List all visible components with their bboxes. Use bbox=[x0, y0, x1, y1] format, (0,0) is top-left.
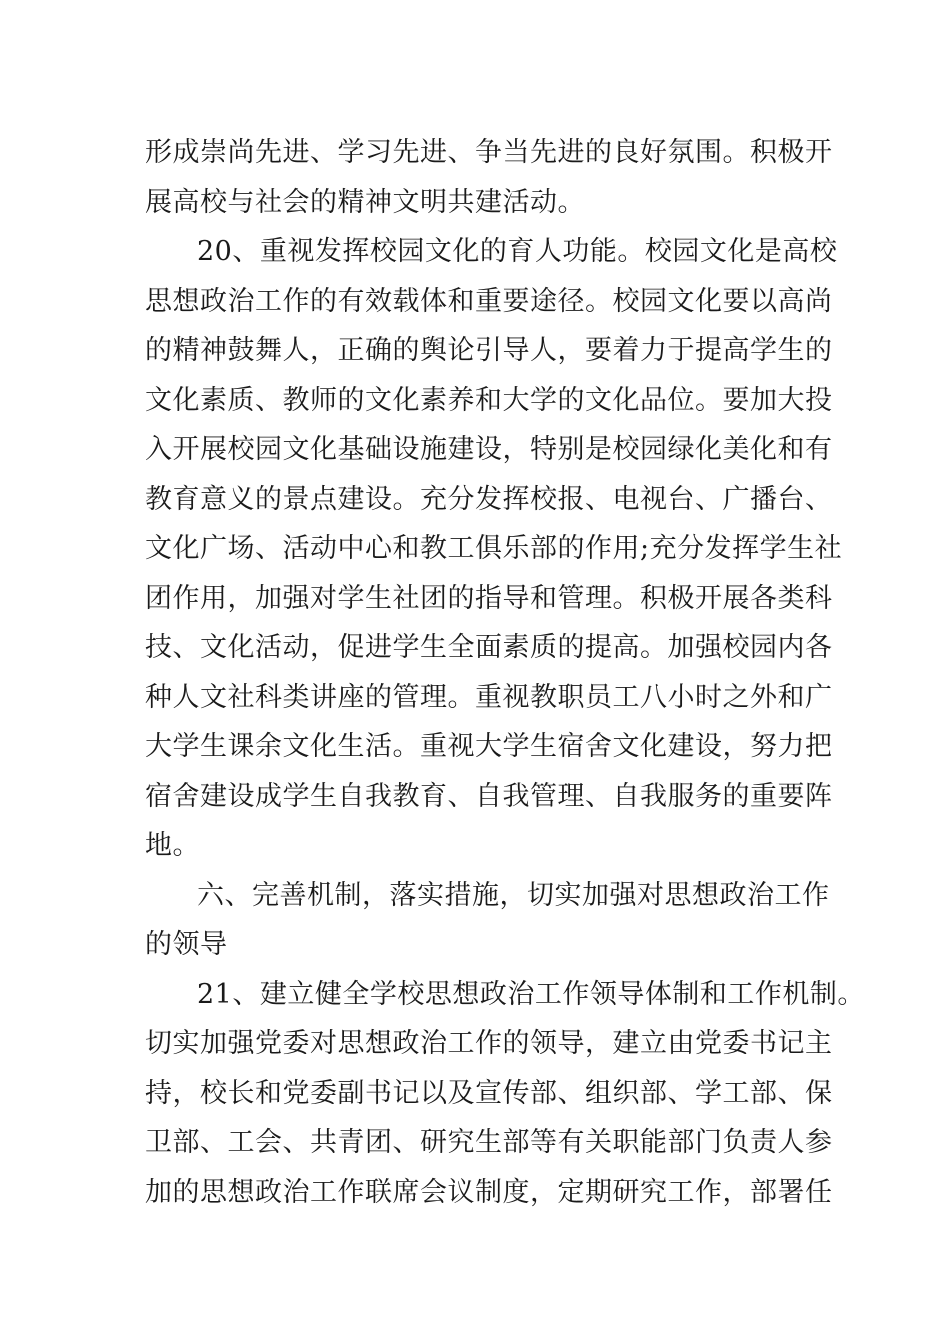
text-line: 文化广场、活动中心和教工俱乐部的作用;充分发挥学生社 bbox=[145, 533, 843, 564]
text-line: 形成崇尚先进、学习先进、争当先进的良好氛围。积极开 bbox=[145, 137, 833, 168]
text-line: 卫部、工会、共青团、研究生部等有关职能部门负责人参 bbox=[145, 1127, 833, 1158]
text-line: 种人文社科类讲座的管理。重视教职员工八小时之外和广 bbox=[145, 682, 833, 713]
text-line: 宿舍建设成学生自我教育、自我管理、自我服务的重要阵 bbox=[145, 781, 833, 812]
text-line: 地。 bbox=[145, 830, 200, 861]
text-line: 持，校长和党委副书记以及宣传部、组织部、学工部、保 bbox=[145, 1078, 833, 1109]
paragraph-first-line: 20、重视发挥校园文化的育人功能。校园文化是高校 bbox=[197, 236, 838, 267]
text-line: 教育意义的景点建设。充分发挥校报、电视台、广播台、 bbox=[145, 484, 833, 515]
text-line: 大学生课余文化生活。重视大学生宿舍文化建设，努力把 bbox=[145, 731, 833, 762]
text-line: 入开展校园文化基础设施建设，特别是校园绿化美化和有 bbox=[145, 434, 833, 465]
text-line: 展高校与社会的精神文明共建活动。 bbox=[145, 187, 585, 218]
text-line: 的精神鼓舞人，正确的舆论引导人，要着力于提高学生的 bbox=[145, 335, 833, 366]
text-line: 思想政治工作的有效载体和重要途径。校园文化要以高尚 bbox=[145, 286, 833, 317]
paragraph-first-line: 六、完善机制，落实措施，切实加强对思想政治工作 bbox=[197, 880, 830, 911]
text-line: 的领导 bbox=[145, 929, 228, 960]
text-line: 加的思想政治工作联席会议制度，定期研究工作，部署任 bbox=[145, 1177, 833, 1208]
text-line: 技、文化活动，促进学生全面素质的提高。加强校园内各 bbox=[145, 632, 833, 663]
text-line: 切实加强党委对思想政治工作的领导，建立由党委书记主 bbox=[145, 1028, 833, 1059]
text-line: 文化素质、教师的文化素养和大学的文化品位。要加大投 bbox=[145, 385, 833, 416]
paragraph-first-line: 21、建立健全学校思想政治工作领导体制和工作机制。 bbox=[197, 979, 865, 1010]
text-line: 团作用，加强对学生社团的指导和管理。积极开展各类科 bbox=[145, 583, 833, 614]
